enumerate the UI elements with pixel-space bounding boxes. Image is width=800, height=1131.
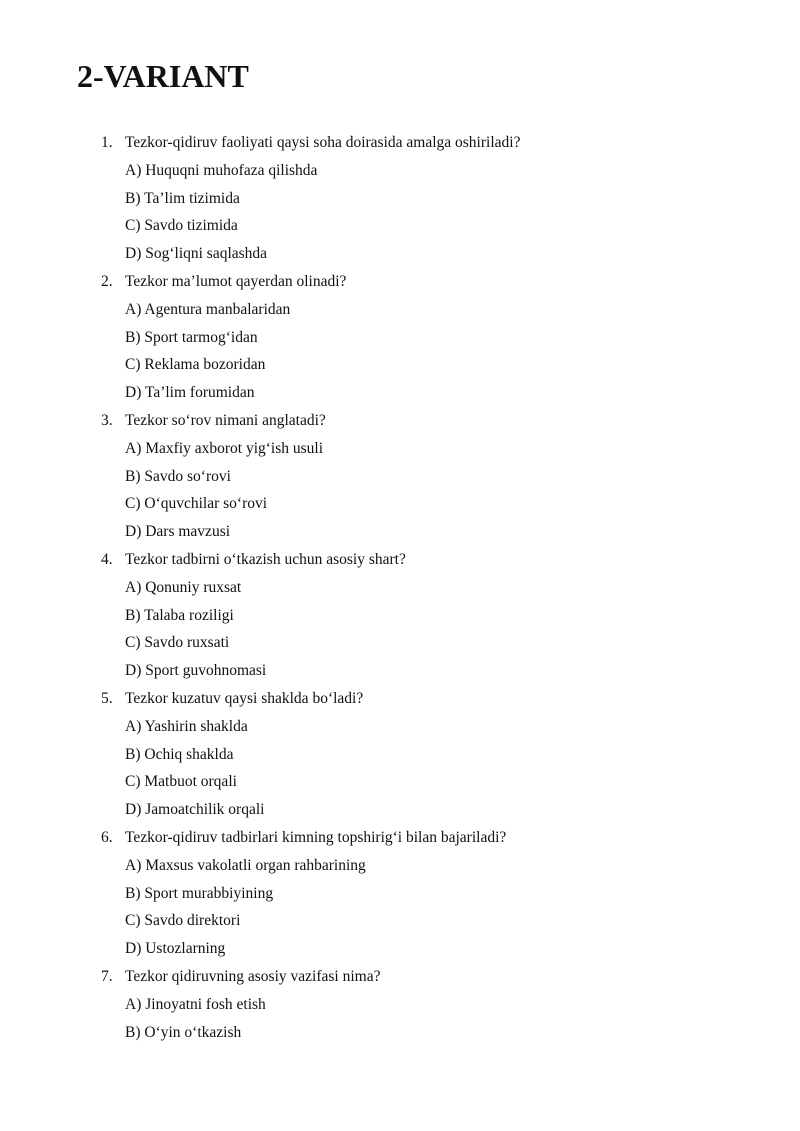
- answer-option: [0, 212, 800, 240]
- answer-option: [0, 185, 800, 213]
- option-label: A) Jinoyatni fosh etish: [125, 995, 266, 1013]
- option-label: C) Reklama bozoridan: [125, 356, 266, 374]
- question-number: 3.: [101, 411, 113, 429]
- question-text: Tezkor ma’lumot qayerdan olinadi?: [125, 272, 347, 290]
- answer-option: [0, 518, 800, 546]
- answer-option: [0, 1019, 800, 1047]
- question-item: [0, 129, 800, 157]
- answer-option: [0, 796, 800, 824]
- option-label: B) O‘yin o‘tkazish: [125, 1023, 242, 1041]
- answer-option: [0, 490, 800, 518]
- question-number: 1.: [101, 134, 113, 151]
- answer-option: [0, 240, 800, 268]
- answer-option: [0, 324, 800, 352]
- option-label: B) Sport tarmog‘idan: [125, 328, 258, 346]
- answer-option: [0, 991, 800, 1019]
- page-title: 2-VARIANT: [77, 58, 249, 94]
- question-number: 6.: [101, 828, 113, 846]
- question-item: [0, 963, 800, 991]
- option-label: C) Savdo direktori: [125, 912, 241, 930]
- question-item: [0, 268, 800, 296]
- answer-option: [0, 713, 800, 741]
- answer-option: [0, 935, 800, 963]
- question-item: [0, 685, 800, 713]
- option-label: A) Huquqni muhofaza qilishda: [125, 161, 318, 179]
- option-label: C) Savdo ruxsati: [125, 634, 230, 652]
- option-label: D) Jamoatchilik orqali: [125, 801, 265, 819]
- option-label: A) Maxsus vakolatli organ rahbarining: [125, 856, 366, 874]
- option-label: A) Qonuniy ruxsat: [125, 578, 242, 596]
- answer-option: [0, 852, 800, 880]
- option-label: B) Talaba roziligi: [125, 606, 234, 624]
- answer-option: [0, 907, 800, 935]
- answer-option: [0, 435, 800, 463]
- answer-option: [0, 768, 800, 796]
- question-item: [0, 546, 800, 574]
- question-text: Tezkor so‘rov nimani anglatadi?: [125, 411, 326, 429]
- option-label: D) Ta’lim forumidan: [125, 384, 255, 402]
- answer-option: [0, 296, 800, 324]
- answer-option: [0, 379, 800, 407]
- option-label: B) Ta’lim tizimida: [125, 189, 240, 207]
- question-text: Tezkor tadbirni o‘tkazish uchun asosiy shart?: [125, 550, 406, 568]
- question-number: 7.: [101, 967, 113, 985]
- question-number: 4.: [101, 550, 113, 568]
- option-label: C) O‘quvchilar so‘rovi: [125, 495, 268, 513]
- question-text: Tezkor-qidiruv tadbirlari kimning topshirig‘i bilan bajariladi?: [125, 828, 507, 846]
- option-label: D) Sog‘liqni saqlashda: [125, 245, 268, 263]
- option-label: C) Savdo tizimida: [125, 217, 238, 235]
- option-label: B) Sport murabbiyining: [125, 884, 274, 902]
- answer-option: [0, 657, 800, 685]
- question-text: Tezkor-qidiruv faoliyati qaysi soha doirasida amalga oshiriladi?: [125, 134, 521, 151]
- question-number: 2.: [101, 272, 113, 290]
- question-number: 5.: [101, 689, 113, 707]
- question-item: [0, 824, 800, 852]
- answer-option: [0, 629, 800, 657]
- option-label: A) Agentura manbalaridan: [125, 300, 291, 318]
- answer-option: [0, 741, 800, 769]
- answer-option: [0, 351, 800, 379]
- answer-option: [0, 574, 800, 602]
- answer-option: [0, 602, 800, 630]
- option-label: C) Matbuot orqali: [125, 773, 237, 791]
- option-label: B) Ochiq shaklda: [125, 745, 234, 763]
- answer-option: [0, 157, 800, 185]
- answer-option: [0, 463, 800, 491]
- option-label: D) Dars mavzusi: [125, 523, 231, 541]
- question-text: Tezkor kuzatuv qaysi shaklda bo‘ladi?: [125, 689, 364, 707]
- question-list: [0, 129, 800, 1046]
- option-label: D) Ustozlarning: [125, 940, 226, 958]
- option-label: A) Maxfiy axborot yig‘ish usuli: [125, 439, 324, 457]
- question-text: Tezkor qidiruvning asosiy vazifasi nima?: [125, 967, 381, 985]
- option-label: B) Savdo so‘rovi: [125, 467, 231, 485]
- option-label: D) Sport guvohnomasi: [125, 662, 267, 680]
- answer-option: [0, 880, 800, 908]
- question-item: [0, 407, 800, 435]
- option-label: A) Yashirin shaklda: [125, 717, 248, 735]
